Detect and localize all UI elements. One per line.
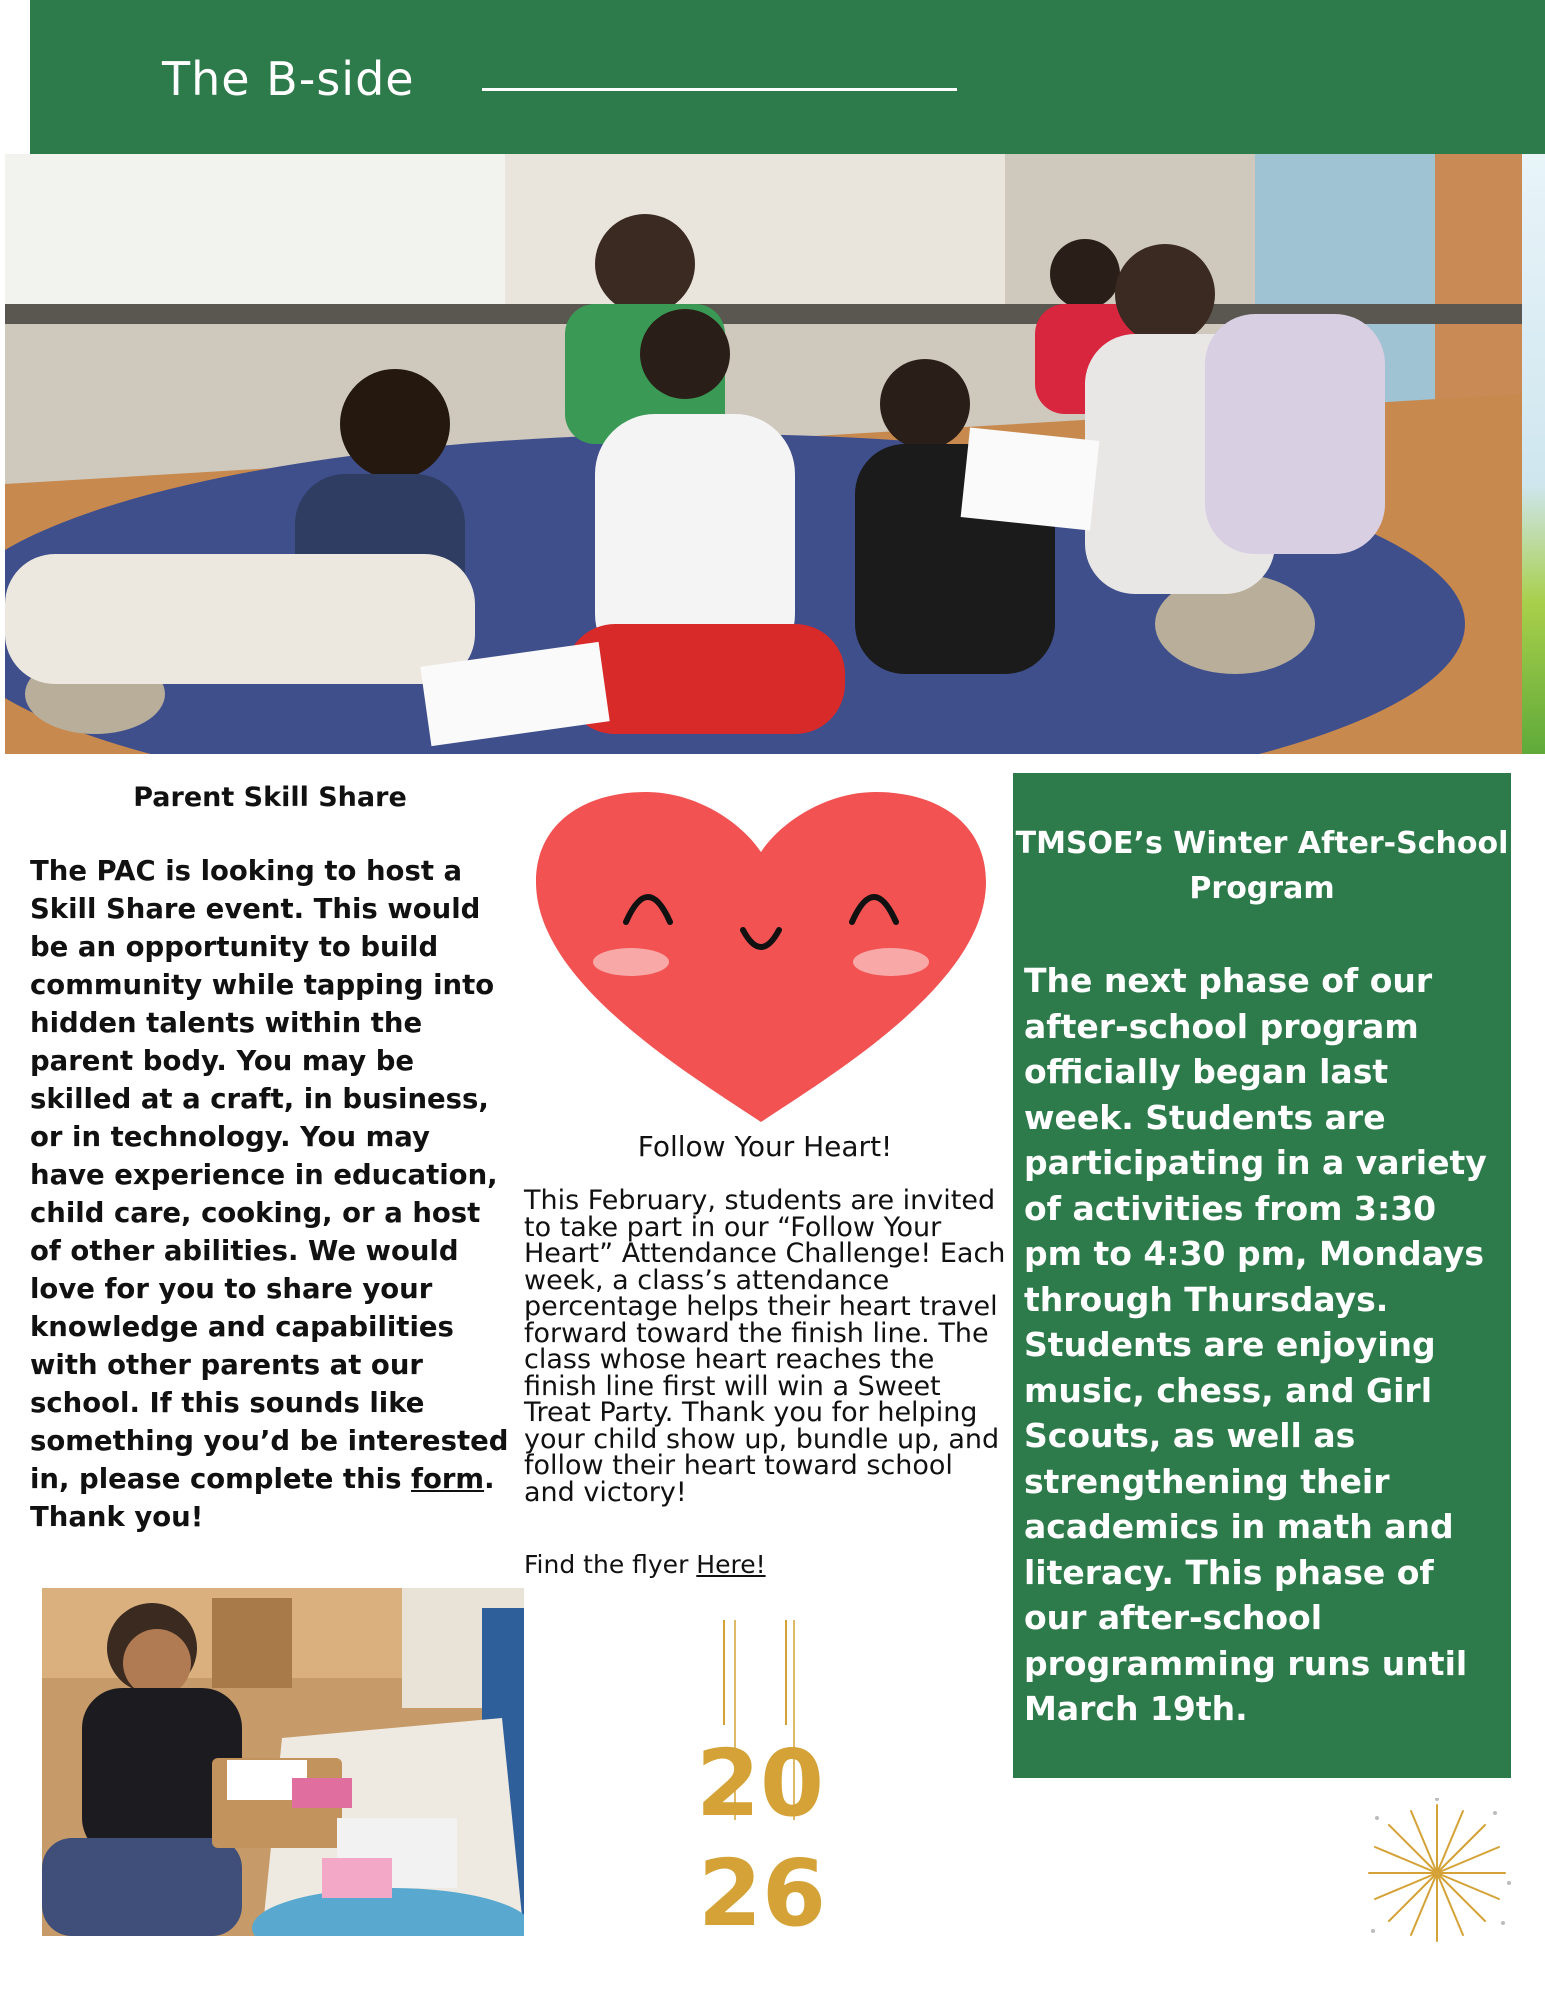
year-2026-ornament <box>690 1620 830 1940</box>
student-photo <box>42 1588 524 1936</box>
skill-share-text: The PAC is looking to host a Skill Share event. This would be an opportunity to build community while tapping into hidden talents within the parent body. You may be skilled at a craft, in business, or in technology. You may have experience in education, child care, cooking, or a host of other abilities. We would love for you to share your knowledge and capabilities with other parents at our school. If this sounds like something you’d be interested in, please complete this <box>30 855 509 1495</box>
smiling-heart-illustration <box>536 792 986 1122</box>
after-school-box <box>1013 773 1511 1778</box>
follow-heart-body: This February, students are invited to take part in our “Follow Your Heart” Attendance Challenge! Each week, a class’s attendance percentage helps their heart travel forward toward the finish line. The class whose heart reaches the finish line first will win a Sweet Treat Party. Thank you for helping your child show up, bundle up, and follow their heart toward school and victory! <box>524 1185 1006 1508</box>
flyer-prefix: Find the flyer <box>524 1550 697 1579</box>
student-photo-art <box>42 1588 524 1936</box>
after-school-title: TMSOE’s Winter After-School Program <box>1015 826 1509 906</box>
header-banner <box>30 0 1545 154</box>
firework-burst-icon <box>1362 1798 1512 1948</box>
follow-heart-caption: Follow Your Heart! <box>637 1130 893 1163</box>
skill-share-body <box>30 852 510 1536</box>
year-bottom-digits: 26 <box>697 1840 827 1940</box>
skill-share-form-link[interactable]: form <box>411 1463 485 1495</box>
skill-share-text-end: . Thank you! <box>30 1463 495 1533</box>
after-school-body: The next phase of our after-school program officially began last week. Students are participating in a variety of activities from 3:30 pm to 4:30 pm, Mondays through Thursdays. Students are enjoying music, chess, and Girl Scouts, as well as strengthening their academics in math and literacy. This phase of our after-school programming runs until March 19th. <box>1024 961 1487 1728</box>
newsletter-title: The B-side <box>162 52 415 106</box>
classroom-photo <box>5 154 1522 754</box>
decorative-edge-strip <box>1522 154 1545 754</box>
flyer-line <box>524 1550 766 1579</box>
flyer-here-link[interactable]: Here! <box>696 1550 766 1579</box>
header-rule <box>482 88 957 91</box>
skill-share-title: Parent Skill Share <box>133 782 407 813</box>
year-top-digits: 20 <box>695 1730 825 1837</box>
classroom-photo-art <box>5 154 1522 754</box>
